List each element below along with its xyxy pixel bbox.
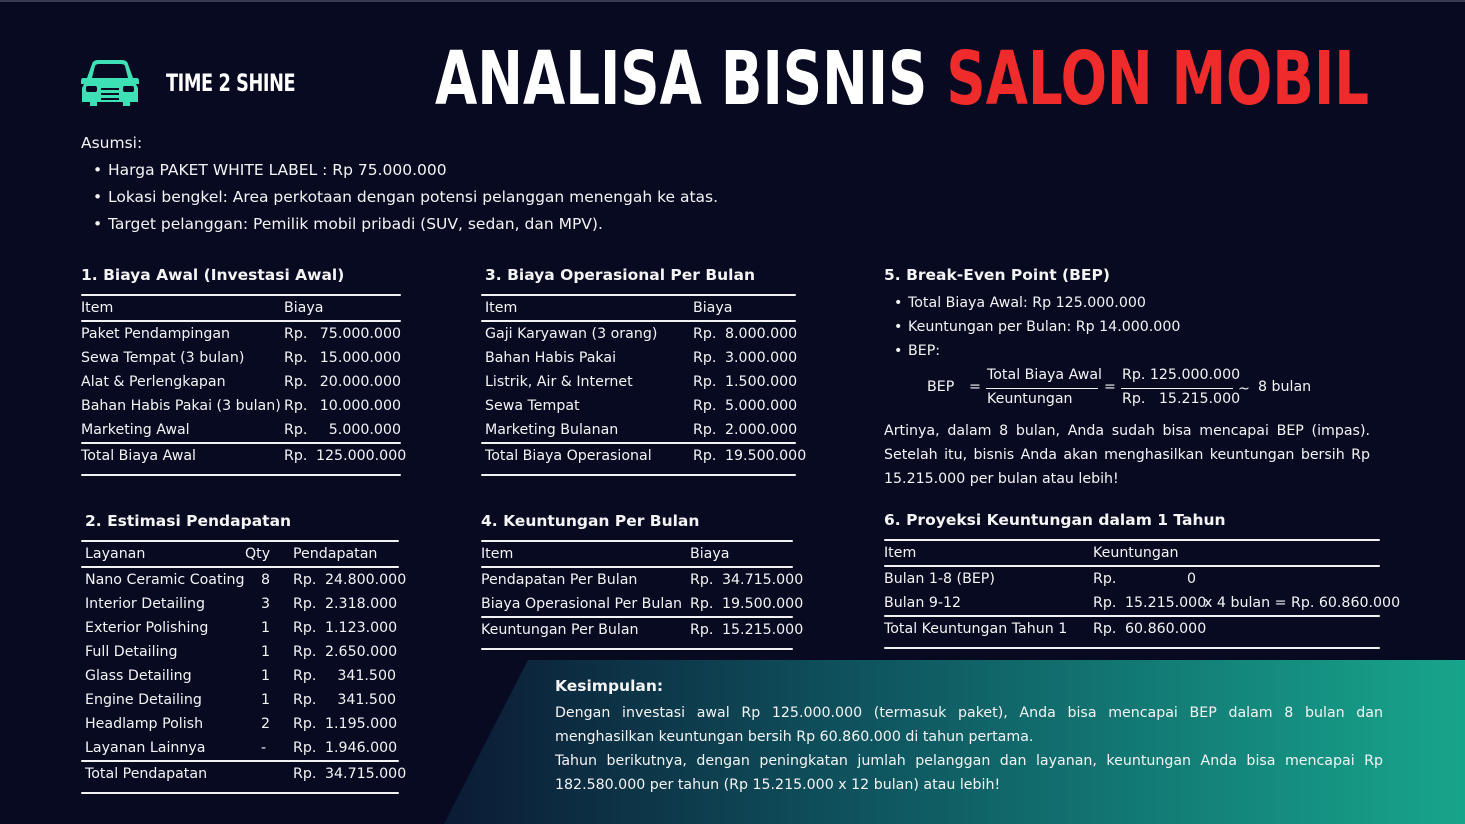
- cell-value: 75.000.000: [319, 326, 401, 342]
- table-rule: [481, 648, 793, 650]
- table-total: [481, 618, 804, 642]
- cell-rp: Rp.: [1093, 571, 1117, 587]
- header-qty: Qty: [245, 546, 271, 562]
- operational-cost-section: [481, 264, 807, 476]
- header-item: Item: [81, 300, 114, 316]
- cell-value: 5.000.000: [328, 422, 401, 438]
- cell-item: Exterior Polishing: [85, 620, 209, 636]
- table-row: [884, 591, 1401, 615]
- total-value: 34.715.000: [325, 766, 407, 782]
- cell-value: 1.500.000: [725, 374, 798, 390]
- conclusion-paragraph: Tahun berikutnya, dengan peningkatan jumlah pelanggan dan layanan, keuntungan Anda bisa mencapai Rp 182.580.000 per tahun (Rp 15.215.000 x 12 bulan) atau lebih!: [555, 753, 1383, 793]
- table-rule: [481, 474, 796, 476]
- section-title: 5. Break-Even Point (BEP): [884, 266, 1110, 284]
- cell-value: 34.715.000: [722, 572, 804, 588]
- cell-value: 341.500: [337, 668, 396, 684]
- table-row: [85, 640, 399, 664]
- cell-rp: Rp.: [284, 398, 308, 414]
- conclusion-title: Kesimpulan:: [555, 677, 664, 695]
- total-label: Total Keuntungan Tahun 1: [884, 621, 1068, 637]
- cell-rp: Rp.: [293, 766, 317, 782]
- section-title: 4. Keuntungan Per Bulan: [481, 512, 700, 530]
- cell-item: Listrik, Air & Internet: [485, 374, 633, 390]
- cell-value: 19.500.000: [722, 596, 804, 612]
- cell-rp: Rp.: [293, 620, 317, 636]
- bep-formula: [884, 363, 1370, 413]
- cell-item: Sewa Tempat: [485, 398, 580, 414]
- cell-rp: Rp.: [693, 422, 717, 438]
- cell-qty: 1: [261, 692, 271, 708]
- cell-rp: Rp.: [284, 422, 308, 438]
- cell-qty: 8: [261, 572, 271, 588]
- table-header: [81, 296, 401, 320]
- cell-rp: Rp.: [693, 398, 717, 414]
- assumption-item: • Harga PAKET WHITE LABEL : Rp 75.000.000: [93, 157, 718, 184]
- cell-rp: Rp.: [293, 572, 317, 588]
- table-row: [85, 664, 399, 688]
- cell-qty: 3: [261, 596, 271, 612]
- cell-item: Marketing Bulanan: [485, 422, 619, 438]
- fraction-bar: [986, 388, 1098, 389]
- assumptions-label: Asumsi:: [81, 134, 143, 152]
- cell-value: 15.000.000: [319, 350, 401, 366]
- cell-rp: Rp.: [284, 374, 308, 390]
- table-body: [481, 322, 796, 442]
- cell-rp: Rp.: [293, 644, 317, 660]
- table-row: [485, 418, 796, 442]
- cell-rp: Rp.: [1093, 595, 1117, 611]
- total-label: Total Pendapatan: [85, 766, 208, 782]
- cell-value: 20.000.000: [319, 374, 401, 390]
- table-row: [85, 736, 399, 760]
- total-value: 60.860.000: [1125, 621, 1207, 637]
- section-title: 2. Estimasi Pendapatan: [85, 512, 292, 530]
- table-row: [81, 346, 401, 370]
- bep-section: [884, 264, 1370, 491]
- cell-rp: Rp.: [690, 622, 714, 638]
- cell-value: 10.000.000: [319, 398, 401, 414]
- formula-den: Keuntungan: [987, 391, 1073, 407]
- table-total: [81, 762, 407, 786]
- section-title: 6. Proyeksi Keuntungan dalam 1 Tahun: [884, 511, 1226, 529]
- total-label: Total Biaya Operasional: [485, 448, 652, 464]
- cell-rp: Rp.: [293, 692, 317, 708]
- title-part-2: SALON MOBIL: [946, 36, 1369, 122]
- car-icon: [80, 58, 140, 108]
- total-value: 125.000.000: [316, 448, 407, 464]
- formula-den: Rp. 15.215.000: [1122, 391, 1241, 407]
- cell-rp: Rp.: [293, 740, 317, 756]
- table-body: [884, 567, 1401, 615]
- cell-value: 8.000.000: [725, 326, 798, 342]
- cell-item: Headlamp Polish: [85, 716, 204, 732]
- header-item: Item: [485, 300, 518, 316]
- brand-name: TIME 2 SHINE: [166, 69, 296, 97]
- cell-rp: Rp.: [284, 448, 308, 464]
- table-rule: [81, 474, 401, 476]
- cell-item: Engine Detailing: [85, 692, 202, 708]
- table-row: [85, 568, 407, 592]
- header-value: Biaya: [690, 546, 730, 562]
- header-value: Pendapatan: [293, 546, 378, 562]
- cell-value: 2.318.000: [325, 596, 398, 612]
- cell-rp: Rp.: [690, 596, 714, 612]
- section-title: 1. Biaya Awal (Investasi Awal): [81, 266, 345, 284]
- cell-qty: 2: [261, 716, 271, 732]
- cell-item: Sewa Tempat (3 bulan): [81, 350, 245, 366]
- formula-eq: =: [1104, 379, 1116, 395]
- cell-item: Marketing Awal: [81, 422, 190, 438]
- cell-item: Full Detailing: [85, 644, 178, 660]
- cell-value: 24.800.000: [325, 572, 407, 588]
- table-body: [481, 568, 804, 616]
- table-header: [481, 542, 793, 566]
- title-part-1: ANALISA BISNIS: [434, 36, 928, 122]
- cell-item: Bahan Habis Pakai (3 bulan): [81, 398, 281, 414]
- table-row: [85, 712, 399, 736]
- bep-item: • Keuntungan per Bulan: Rp 14.000.000: [894, 315, 1370, 339]
- monthly-profit-section: [481, 510, 804, 650]
- table-total: [884, 617, 1380, 641]
- cell-rp: Rp.: [690, 572, 714, 588]
- table-row: [485, 346, 796, 370]
- cell-item: Layanan Lainnya: [85, 740, 206, 756]
- table-total: [81, 444, 407, 468]
- top-border: [0, 0, 1465, 2]
- formula-num: Total Biaya Awal: [987, 367, 1102, 383]
- table-row: [85, 688, 399, 712]
- header-item: Item: [481, 546, 514, 562]
- table-row: [81, 322, 401, 346]
- cell-rp: Rp.: [293, 716, 317, 732]
- revenue-section: [81, 510, 407, 794]
- header-value: Biaya: [284, 300, 324, 316]
- cell-value: 5.000.000: [725, 398, 798, 414]
- brand: [80, 58, 324, 108]
- total-value: 15.215.000: [722, 622, 804, 638]
- assumptions: [81, 130, 718, 238]
- cell-qty: 1: [261, 620, 271, 636]
- cell-item: Bulan 1-8 (BEP): [884, 571, 995, 587]
- formula-lhs: BEP: [927, 379, 955, 395]
- header-value: Biaya: [693, 300, 733, 316]
- cell-rp: Rp.: [293, 668, 317, 684]
- cell-rp: Rp.: [1093, 621, 1117, 637]
- total-label: Keuntungan Per Bulan: [481, 622, 639, 638]
- table-row: [81, 370, 401, 394]
- cell-value: 15.215.000: [1125, 595, 1207, 611]
- cell-value: 1.946.000: [325, 740, 398, 756]
- bep-list: [894, 291, 1370, 363]
- bep-description: Artinya, dalam 8 bulan, Anda sudah bisa mencapai BEP (impas). Setelah itu, bisnis Anda akan menghasilkan keuntungan bersih Rp 15.215.000 per bulan atau lebih!: [884, 423, 1370, 487]
- table-header: [481, 296, 796, 320]
- conclusion-paragraph: Dengan investasi awal Rp 125.000.000 (termasuk paket), Anda bisa mencapai BEP dalam 8 bulan dan menghasilkan keuntungan bersih Rp 60.860.000 di tahun pertama.: [555, 705, 1383, 745]
- table-header: [81, 542, 399, 566]
- cell-rp: Rp.: [693, 448, 717, 464]
- page-title: [434, 36, 1369, 122]
- cell-note: x 4 bulan = Rp. 60.860.000: [1204, 595, 1401, 611]
- projection-section: [884, 509, 1401, 649]
- cell-rp: Rp.: [284, 350, 308, 366]
- cell-qty: -: [261, 740, 267, 756]
- conclusion: [555, 673, 1383, 797]
- cell-item: Alat & Perlengkapan: [81, 374, 226, 390]
- cell-item: Nano Ceramic Coating: [85, 572, 245, 588]
- table-row: [81, 394, 401, 418]
- assumption-item: • Target pelanggan: Pemilik mobil pribadi (SUV, sedan, dan MPV).: [93, 211, 718, 238]
- cell-value: 2.000.000: [725, 422, 798, 438]
- bep-item: • BEP:: [894, 339, 1370, 363]
- header-value: Keuntungan: [1093, 545, 1179, 561]
- cell-qty: 1: [261, 644, 271, 660]
- table-rule: [81, 792, 399, 794]
- table-row: [485, 370, 796, 394]
- table-row: [81, 418, 401, 442]
- formula-eq: =: [969, 379, 981, 395]
- table-row: [884, 567, 1380, 591]
- table-rule: [884, 647, 1380, 649]
- table-body: [81, 322, 401, 442]
- cell-value: 341.500: [337, 692, 396, 708]
- total-label: Total Biaya Awal: [81, 448, 196, 464]
- cell-item: Gaji Karyawan (3 orang): [485, 326, 658, 342]
- bep-item: • Total Biaya Awal: Rp 125.000.000: [894, 291, 1370, 315]
- header-item: Layanan: [85, 546, 146, 562]
- cell-qty: 1: [261, 668, 271, 684]
- formula-approx: ~: [1238, 381, 1250, 397]
- table-row: [85, 592, 399, 616]
- cell-value: 3.000.000: [725, 350, 798, 366]
- cell-value: 1.195.000: [325, 716, 398, 732]
- table-row: [485, 322, 796, 346]
- cell-item: Glass Detailing: [85, 668, 192, 684]
- cell-rp: Rp.: [693, 350, 717, 366]
- section-title: 3. Biaya Operasional Per Bulan: [485, 266, 755, 284]
- cell-rp: Rp.: [293, 596, 317, 612]
- cell-rp: Rp.: [693, 326, 717, 342]
- cell-item: Bahan Habis Pakai: [485, 350, 617, 366]
- cell-item: Biaya Operasional Per Bulan: [481, 596, 683, 612]
- table-body: [81, 568, 407, 760]
- cell-value: 0: [1186, 571, 1196, 587]
- table-header: [884, 541, 1380, 565]
- table-row: [485, 394, 796, 418]
- table-total: [481, 444, 807, 468]
- cell-item: Bulan 9-12: [884, 595, 962, 611]
- formula-result: 8 bulan: [1258, 379, 1312, 395]
- total-value: 19.500.000: [725, 448, 807, 464]
- cell-item: Paket Pendampingan: [81, 326, 231, 342]
- cell-item: Pendapatan Per Bulan: [481, 572, 638, 588]
- fraction-bar: [1121, 388, 1233, 389]
- initial-cost-section: [81, 264, 407, 476]
- table-row: [85, 616, 399, 640]
- cell-value: 2.650.000: [325, 644, 398, 660]
- header-item: Item: [884, 545, 917, 561]
- cell-value: 1.123.000: [325, 620, 398, 636]
- cell-rp: Rp.: [284, 326, 308, 342]
- table-row: [481, 568, 804, 592]
- formula-num: Rp. 125.000.000: [1122, 367, 1241, 383]
- table-row: [481, 592, 804, 616]
- cell-item: Interior Detailing: [85, 596, 205, 612]
- assumption-item: • Lokasi bengkel: Area perkotaan dengan potensi pelanggan menengah ke atas.: [93, 184, 718, 211]
- cell-rp: Rp.: [693, 374, 717, 390]
